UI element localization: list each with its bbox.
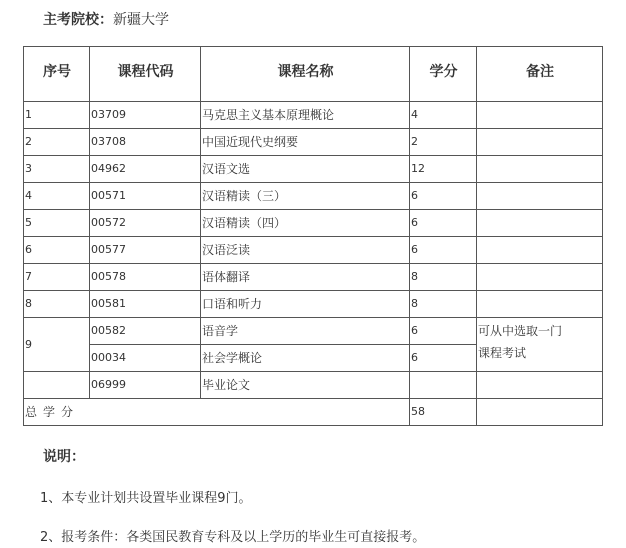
elective-note-line2: 课程考试 (478, 346, 527, 360)
cell-credit: 6 (410, 345, 477, 372)
cell-no: 8 (24, 291, 90, 318)
cell-no (24, 372, 90, 399)
total-row (24, 399, 603, 426)
table-row (24, 183, 603, 210)
cell-no: 6 (24, 237, 90, 264)
cell-name: 社会学概论 (201, 345, 410, 372)
cell-credit (410, 372, 477, 399)
cell-code: 00581 (90, 291, 201, 318)
table-row (24, 372, 603, 399)
table-header-row (24, 47, 603, 102)
cell-note (477, 237, 603, 264)
cell-note (477, 291, 603, 318)
cell-note (477, 156, 603, 183)
col-header-no: 序号 (24, 47, 90, 102)
cell-name: 语体翻译 (201, 264, 410, 291)
note-item: 2、报考条件：各类国民教育专科及以上学历的毕业生可直接报考。 (40, 530, 426, 545)
elective-note (477, 318, 603, 372)
cell-code: 00572 (90, 210, 201, 237)
cell-no: 2 (24, 129, 90, 156)
course-table (23, 46, 603, 426)
cell-name: 汉语文选 (201, 156, 410, 183)
cell-name: 汉语泛读 (201, 237, 410, 264)
cell-credit: 2 (410, 129, 477, 156)
table-row (24, 264, 603, 291)
cell-code: 00034 (90, 345, 201, 372)
cell-credit: 6 (410, 318, 477, 345)
cell-note (477, 372, 603, 399)
cell-credit: 6 (410, 237, 477, 264)
school-name: 新疆大学 (113, 12, 169, 28)
cell-code: 00571 (90, 183, 201, 210)
table-row (24, 237, 603, 264)
cell-name: 马克思主义基本原理概论 (201, 102, 410, 129)
cell-code: 03708 (90, 129, 201, 156)
school-label: 主考院校： (43, 12, 113, 28)
cell-name: 毕业论文 (201, 372, 410, 399)
cell-credit: 12 (410, 156, 477, 183)
cell-code: 04962 (90, 156, 201, 183)
cell-no: 4 (24, 183, 90, 210)
school-line (43, 9, 169, 29)
total-credits-value: 58 (410, 399, 477, 426)
cell-no: 1 (24, 102, 90, 129)
cell-note (477, 102, 603, 129)
cell-name: 汉语精读（四） (201, 210, 410, 237)
cell-code: 03709 (90, 102, 201, 129)
col-header-code: 课程代码 (90, 47, 201, 102)
cell-name: 口语和听力 (201, 291, 410, 318)
table-row (24, 129, 603, 156)
cell-no: 7 (24, 264, 90, 291)
cell-name: 汉语精读（三） (201, 183, 410, 210)
cell-code: 00577 (90, 237, 201, 264)
table-row (24, 102, 603, 129)
cell-credit: 4 (410, 102, 477, 129)
cell-code: 06999 (90, 372, 201, 399)
cell-note (477, 399, 603, 426)
cell-note (477, 264, 603, 291)
cell-note (477, 183, 603, 210)
cell-note (477, 210, 603, 237)
cell-credit: 6 (410, 210, 477, 237)
cell-code: 00582 (90, 318, 201, 345)
col-header-note: 备注 (477, 47, 603, 102)
table-row (24, 318, 603, 345)
col-header-name: 课程名称 (201, 47, 410, 102)
table-row (24, 291, 603, 318)
elective-note-line1: 可从中选取一门 (478, 324, 563, 338)
notes-title: 说明： (43, 449, 85, 465)
total-credits-label: 总学分 (24, 399, 410, 426)
cell-credit: 8 (410, 291, 477, 318)
note-item: 1、本专业计划共设置毕业课程9门。 (40, 491, 252, 506)
cell-credit: 8 (410, 264, 477, 291)
cell-no: 5 (24, 210, 90, 237)
cell-code: 00578 (90, 264, 201, 291)
table-row (24, 156, 603, 183)
col-header-credit: 学分 (410, 47, 477, 102)
cell-no: 9 (24, 318, 90, 372)
cell-name: 中国近现代史纲要 (201, 129, 410, 156)
cell-no: 3 (24, 156, 90, 183)
cell-name: 语音学 (201, 318, 410, 345)
cell-credit: 6 (410, 183, 477, 210)
cell-note (477, 129, 603, 156)
table-row (24, 210, 603, 237)
